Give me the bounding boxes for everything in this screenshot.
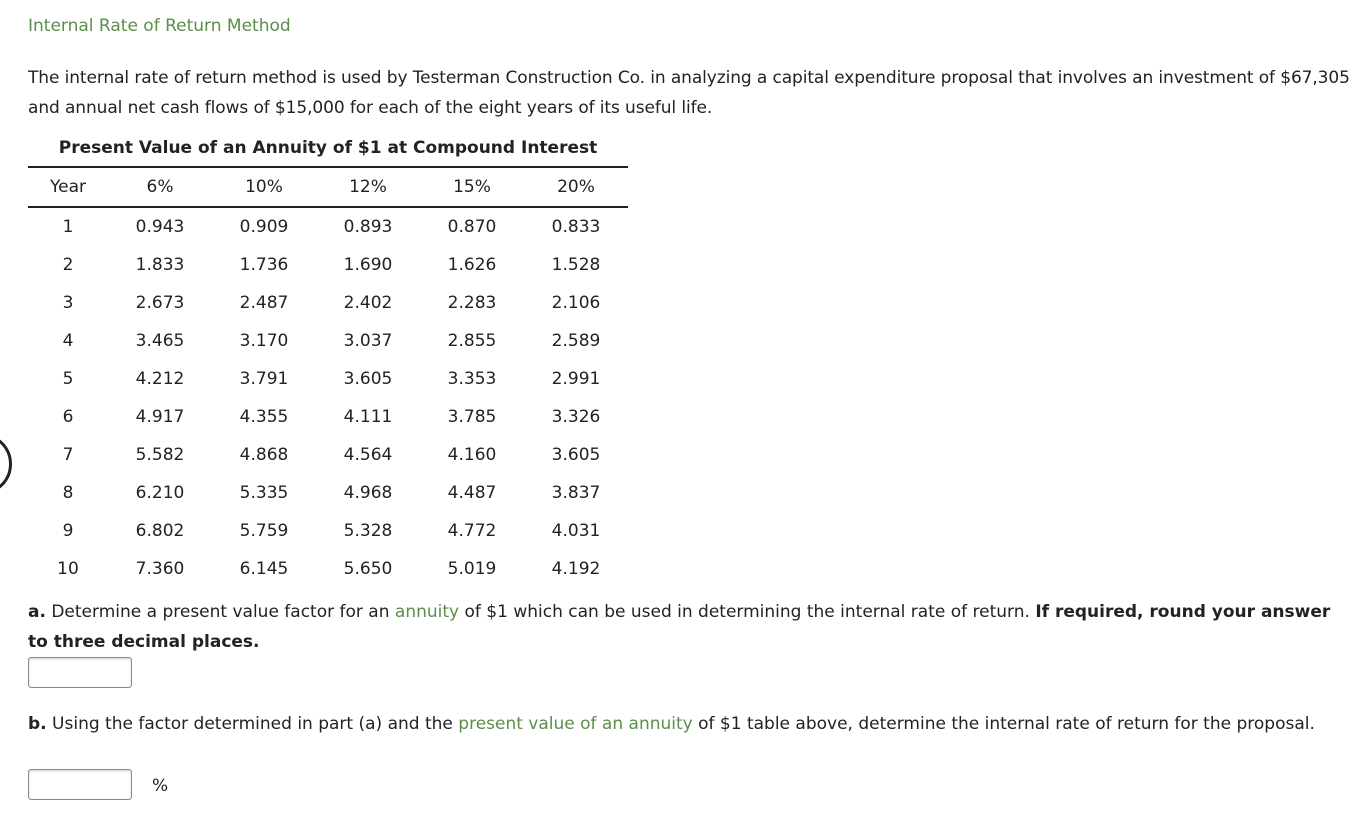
table-cell: 3.465 [135, 331, 185, 351]
table-row [28, 246, 628, 284]
table-cell: 3.353 [447, 369, 497, 389]
table-cell: 1 [62, 217, 74, 237]
table-cell: 3.791 [239, 369, 289, 389]
table-cell: 4.968 [343, 483, 393, 503]
table-cell: 1.690 [343, 255, 393, 275]
table-row [28, 360, 628, 398]
table-cell: 5.650 [343, 559, 393, 579]
table-cell: 7 [62, 445, 74, 465]
table-cell: 5 [62, 369, 74, 389]
table-row [28, 512, 628, 550]
table-cell: 5.328 [343, 521, 393, 541]
table-cell: 0.909 [239, 217, 289, 237]
table-cell: 0.833 [551, 217, 601, 237]
table-row [28, 436, 628, 474]
table-cell: 6 [62, 407, 74, 427]
table-cell: 5.582 [135, 445, 185, 465]
table-cell: 3.605 [343, 369, 393, 389]
part-b-letter: b. [28, 714, 47, 734]
table-cell: 4.031 [551, 521, 601, 541]
annuity-table-section [28, 134, 628, 588]
table-cell: 9 [62, 521, 74, 541]
part-a-text-before: Determine a present value factor for an [45, 602, 395, 622]
table-cell: 6.210 [135, 483, 185, 503]
table-row [28, 284, 628, 322]
header-year: Year [28, 167, 108, 207]
percent-unit: % [152, 776, 169, 796]
table-cell: 2.855 [447, 331, 497, 351]
part-a-rounding-note: If required, round your answer to three decimal places. [28, 602, 1331, 652]
table-row [28, 207, 628, 246]
table-cell: 2.402 [343, 293, 393, 313]
table-cell: 2 [62, 255, 74, 275]
table-cell: 5.335 [239, 483, 289, 503]
part-a-text-after: of $1 which can be used in determining the internal rate of return. [459, 602, 1036, 622]
header-12-percent: 12% [316, 167, 420, 207]
part-b-answer-input[interactable] [28, 769, 132, 800]
table-cell: 3.170 [239, 331, 289, 351]
table-cell: 4.487 [447, 483, 497, 503]
partial-circle-decoration [0, 433, 12, 495]
present-value-table [28, 166, 628, 588]
question-part-a [28, 597, 1354, 657]
table-cell: 6.802 [135, 521, 185, 541]
part-b-text-before: Using the factor determined in part (a) and the [46, 714, 459, 734]
table-cell: 2.589 [551, 331, 601, 351]
table-cell: 2.673 [135, 293, 185, 313]
header-6-percent: 6% [108, 167, 212, 207]
table-cell: 3 [62, 293, 74, 313]
table-row [28, 322, 628, 360]
question-part-b [28, 709, 1354, 739]
table-cell: 5.759 [239, 521, 289, 541]
table-row [28, 474, 628, 512]
table-cell: 3.605 [551, 445, 601, 465]
table-cell: 6.145 [239, 559, 289, 579]
annuity-link[interactable]: annuity [394, 602, 460, 622]
table-cell: 2.106 [551, 293, 601, 313]
table-cell: 1.626 [447, 255, 497, 275]
table-cell: 2.283 [447, 293, 497, 313]
table-cell: 0.943 [135, 217, 185, 237]
table-cell: 7.360 [135, 559, 185, 579]
header-20-percent: 20% [524, 167, 628, 207]
table-cell: 3.837 [551, 483, 601, 503]
table-cell: 4.917 [135, 407, 185, 427]
table-cell: 4.111 [343, 407, 393, 427]
table-cell: 0.893 [343, 217, 393, 237]
table-cell: 2.487 [239, 293, 289, 313]
table-cell: 0.870 [447, 217, 497, 237]
table-title: Present Value of an Annuity of $1 at Compound Interest [58, 138, 598, 158]
table-cell: 3.785 [447, 407, 497, 427]
table-cell: 1.833 [135, 255, 185, 275]
table-cell: 1.736 [239, 255, 289, 275]
table-cell: 10 [57, 559, 79, 579]
table-cell: 4.192 [551, 559, 601, 579]
table-cell: 1.528 [551, 255, 601, 275]
part-a-letter: a. [28, 602, 46, 622]
table-cell: 4.868 [239, 445, 289, 465]
table-cell: 4.160 [447, 445, 497, 465]
table-header-row [28, 167, 628, 207]
table-cell: 3.037 [343, 331, 393, 351]
table-cell: 4.355 [239, 407, 289, 427]
page-title: Internal Rate of Return Method [28, 16, 291, 36]
problem-description: The internal rate of return method is used by Testerman Construction Co. in analyzing a capital expenditure proposal that involves an investment of $67,305 and annual net cash flows of $15,000 for each of the eight years of its useful life. [28, 68, 1350, 118]
table-row [28, 550, 628, 588]
table-row [28, 398, 628, 436]
table-cell: 4 [62, 331, 74, 351]
table-cell: 4.564 [343, 445, 393, 465]
table-cell: 4.212 [135, 369, 185, 389]
table-cell: 5.019 [447, 559, 497, 579]
table-cell: 8 [62, 483, 74, 503]
header-15-percent: 15% [420, 167, 524, 207]
present-value-annuity-link[interactable]: present value of an annuity [458, 714, 693, 734]
table-cell: 2.991 [551, 369, 601, 389]
part-b-text-after: of $1 table above, determine the internal rate of return for the proposal. [692, 714, 1315, 734]
table-cell: 4.772 [447, 521, 497, 541]
header-10-percent: 10% [212, 167, 316, 207]
table-cell: 3.326 [551, 407, 601, 427]
part-a-answer-input[interactable] [28, 657, 132, 688]
